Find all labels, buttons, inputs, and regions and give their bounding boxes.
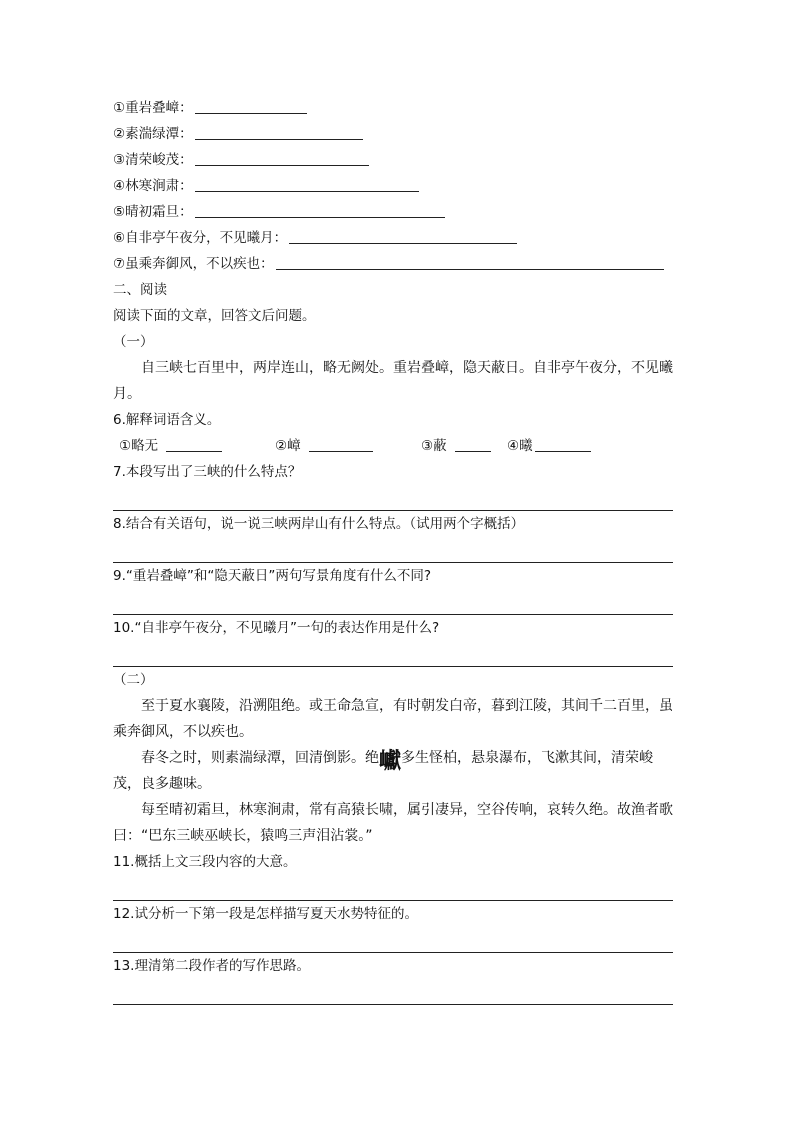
answer-line[interactable] [113, 485, 673, 511]
answer-blank[interactable] [195, 175, 419, 192]
answer-blank[interactable] [535, 435, 591, 452]
fill-item-label: ②素湍绿潭： [113, 126, 193, 142]
answer-line[interactable] [113, 589, 673, 615]
q6-item-1 [119, 433, 222, 459]
answer-blank[interactable] [195, 201, 445, 218]
q6-item-4 [507, 433, 591, 459]
section-heading: 二、阅读 [113, 282, 167, 298]
question-11: 11.概括上文三段内容的大意。 [113, 854, 297, 870]
fill-item-5 [113, 199, 675, 225]
answer-blank[interactable] [455, 435, 491, 452]
fill-item-label: ①重岩叠嶂： [113, 100, 193, 116]
answer-blank[interactable] [289, 227, 517, 244]
answer-blank[interactable] [195, 123, 363, 140]
q6-blanks [113, 433, 675, 459]
fill-item-label: ⑦虽乘奔御风，不以疾也： [113, 256, 274, 272]
answer-blank[interactable] [195, 149, 369, 166]
fill-item-label: ⑥自非亭午夜分，不见曦月： [113, 230, 288, 246]
part2-paragraph-2 [113, 745, 675, 797]
question-12: 12.试分析一下第一段是怎样描写夏天水势特征的。 [113, 906, 418, 922]
fill-item-label: ③清荣峻茂： [113, 152, 193, 168]
q6-item-2 [275, 433, 373, 459]
answer-line[interactable] [113, 537, 673, 563]
answer-blank[interactable] [195, 97, 307, 114]
q6-item-label: ②嶂 [275, 438, 301, 454]
fill-item-4 [113, 173, 675, 199]
fill-item-7 [113, 251, 675, 277]
fill-item-label: ④林寒涧肃： [113, 178, 193, 194]
answer-line[interactable] [113, 875, 673, 901]
fill-item-1 [113, 95, 675, 121]
part2-paragraph-1: 至于夏水襄陵，沿溯阻绝。或王命急宣，有时朝发白帝，暮到江陵，其间千二百里，虽乘奔御风，不以疾也。 [113, 698, 673, 740]
fill-item-6 [113, 225, 675, 251]
question-7: 7.本段写出了三峡的什么特点？ [113, 464, 302, 480]
part1-label: （一） [113, 334, 154, 350]
fill-item-label: ⑤晴初霜旦： [113, 204, 193, 220]
answer-blank[interactable] [166, 435, 222, 452]
fill-item-3 [113, 147, 675, 173]
answer-line[interactable] [113, 979, 673, 1005]
question-6: 6.解释词语含义。 [113, 412, 221, 428]
worksheet-page [113, 95, 675, 1005]
q6-item-label: ③蔽 [421, 438, 447, 454]
enlarged-character: 巘 [379, 749, 402, 774]
answer-line[interactable] [113, 641, 673, 667]
paragraph-text: 春冬之时，则素湍绿潭，回清倒影。绝 [141, 750, 379, 766]
answer-blank[interactable] [309, 435, 373, 452]
question-9: 9.“重岩叠嶂”和“隐天蔽日”两句写景角度有什么不同? [113, 568, 432, 584]
answer-blank[interactable] [276, 253, 664, 270]
section-instruction: 阅读下面的文章，回答文后问题。 [113, 308, 316, 324]
part2-paragraph-3: 每至晴初霜旦，林寒涧肃，常有高猿长啸，属引凄异，空谷传响，哀转久绝。故渔者歌曰：“巴东三峡巫峡长，猿鸣三声泪沾裳。” [113, 802, 673, 844]
q6-item-label: ①略无 [119, 438, 159, 454]
paragraph-text: 多生怪柏，悬泉瀑布，飞漱其间，清荣峻茂，良多趣味。 [113, 750, 654, 792]
part1-passage: 自三峡七百里中，两岸连山，略无阙处。重岩叠嶂，隐天蔽日。自非亭午夜分，不见曦月。 [113, 360, 673, 402]
part2-label: （二） [113, 672, 154, 688]
answer-line[interactable] [113, 927, 673, 953]
fill-item-2 [113, 121, 675, 147]
q6-item-3 [421, 433, 491, 459]
question-13: 13.理清第二段作者的写作思路。 [113, 958, 310, 974]
question-8: 8.结合有关语句，说一说三峡两岸山有什么特点。（试用两个字概括） [113, 516, 525, 532]
question-10: 10.“自非亭午夜分，不见曦月”一句的表达作用是什么? [113, 620, 440, 636]
q6-item-label: ④曦 [507, 438, 533, 454]
